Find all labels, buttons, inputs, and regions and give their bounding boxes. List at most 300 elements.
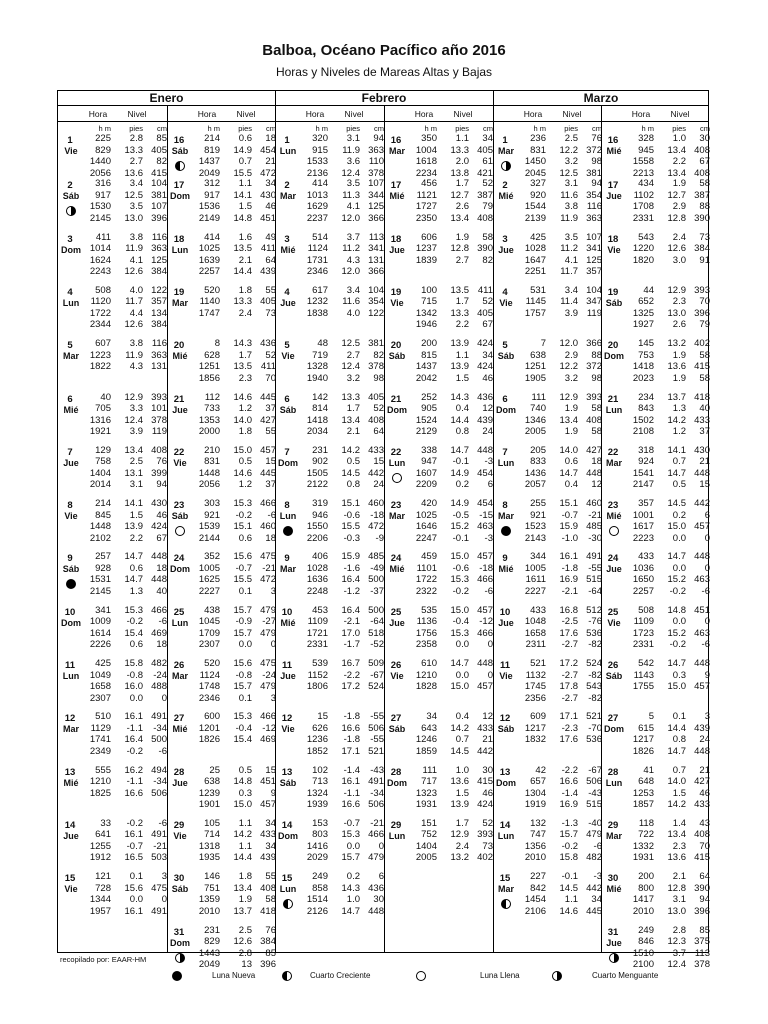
tide-level-cm: 479 [368, 852, 384, 864]
tide-level-cm: 341 [368, 243, 384, 255]
tide-level-feet: -0.5 [452, 509, 469, 521]
tide-level-feet: 11.6 [342, 296, 360, 308]
tide-level-cm: 24 [482, 426, 493, 437]
tide-level-feet: 13.9 [124, 521, 143, 533]
tide-level-cm: 43 [699, 817, 710, 829]
tide-level-cm: 439 [477, 414, 493, 426]
tide-level-cm: 15 [265, 456, 276, 468]
last-quarter-moon-icon [501, 161, 511, 171]
subheader-divider [58, 121, 708, 122]
tide-time: 1304 [524, 787, 546, 799]
tide-level-cm: -6 [158, 745, 167, 757]
tide-level-feet: 1.5 [129, 509, 143, 521]
tide-time: 2257 [632, 585, 654, 597]
day-entry [59, 711, 167, 764]
tide-time: 945 [638, 144, 654, 156]
tide-time: 1723 [632, 627, 654, 639]
tide-level-cm: 439 [694, 722, 710, 734]
day-entry [494, 232, 602, 285]
tide-level-cm: 457 [694, 521, 710, 533]
day-number: 27 [173, 713, 185, 725]
tide-level-cm: 52 [482, 296, 493, 308]
day-number: 20 [390, 340, 402, 352]
tide-time: 1440 [89, 156, 111, 167]
tide-time: 819 [204, 144, 220, 156]
tide-level-feet: 0.0 [238, 639, 252, 651]
tide-time: 236 [530, 133, 546, 144]
tide-time: 25 [209, 764, 220, 776]
day-entry [168, 285, 276, 338]
tide-level-feet: 12.4 [341, 167, 360, 179]
tide-level-feet: 13.6 [667, 361, 686, 373]
day-entry [59, 392, 167, 445]
hora-header: Hora [197, 109, 217, 119]
tide-level-cm: 58 [482, 231, 493, 243]
tide-level-feet: 13.6 [124, 167, 143, 179]
tide-time: 2010 [524, 852, 546, 864]
tide-level-feet: 15.3 [233, 711, 252, 723]
tide-level-feet: 3.1 [346, 133, 360, 144]
tide-level-cm: -21 [370, 817, 384, 829]
nivel-header: Nivel [344, 109, 364, 119]
tide-level-cm: 518 [368, 627, 384, 639]
tide-time: 829 [95, 144, 111, 156]
tide-time: 2331 [632, 212, 654, 224]
page-subtitle: Horas y Niveles de Mareas Altas y Bajas [275, 65, 493, 79]
tide-level-feet: 13.3 [450, 307, 469, 319]
tide-time: 2226 [89, 639, 111, 651]
tide-level-cm: 6 [704, 509, 710, 521]
tide-time: 1927 [632, 319, 654, 331]
day-number: 14 [281, 819, 293, 831]
tide-time: 833 [530, 456, 546, 468]
day-weekday: Mar [497, 511, 514, 522]
new-moon-icon [501, 526, 511, 536]
tide-time: 752 [421, 829, 437, 841]
tide-level-cm: 448 [586, 467, 602, 479]
tide-level-cm: 107 [586, 231, 602, 243]
tide-level-cm: 509 [368, 658, 384, 669]
tide-time: 344 [530, 551, 546, 563]
day-weekday: Dom [387, 404, 407, 415]
tide-time: 1530 [89, 201, 111, 213]
tide-level-feet: 1.1 [455, 133, 469, 144]
tide-level-cm: 463 [694, 627, 710, 639]
tide-level-feet: 0.0 [672, 532, 686, 544]
tide-time: 2102 [89, 532, 111, 544]
tide-level-cm: 488 [151, 681, 167, 692]
tide-time: 831 [530, 144, 546, 156]
tide-level-cm: 55 [265, 871, 276, 883]
tide-level-cm: 408 [260, 882, 276, 894]
tide-time: 1650 [632, 574, 654, 586]
tide-level-feet: 1.6 [238, 231, 252, 243]
nivel-header: Nivel [670, 109, 690, 119]
tide-time: 1236 [306, 734, 328, 746]
tide-level-cm: 3 [270, 585, 276, 597]
tide-time: 508 [638, 604, 654, 616]
tide-level-cm: 64 [373, 426, 384, 437]
tide-level-feet: 3.9 [564, 307, 578, 319]
tide-level-feet: 14.7 [559, 467, 578, 479]
tide-time: 1152 [307, 669, 328, 681]
tide-level-feet: 15.5 [233, 574, 252, 586]
tide-time: 733 [204, 403, 220, 414]
tide-time: 1658 [524, 627, 546, 639]
tide-level-cm: 24 [699, 734, 710, 746]
tide-time: 2307 [198, 639, 220, 651]
tide-level-feet: 2.5 [238, 924, 252, 936]
units-label: h m [98, 124, 111, 133]
tide-level-feet: 0.1 [238, 585, 252, 597]
tide-level-cm: 0 [704, 616, 710, 628]
tide-level-cm: 37 [265, 403, 276, 414]
tide-level-feet: 1.5 [672, 787, 686, 799]
tide-time: 1359 [198, 894, 220, 906]
tide-level-cm: 347 [586, 296, 602, 308]
tide-level-cm: 536 [586, 627, 602, 639]
tide-time: 2136 [306, 167, 328, 179]
day-entry [602, 871, 710, 924]
day-weekday: Vie [499, 297, 513, 308]
tide-time: 719 [312, 349, 328, 361]
day-number: 27 [607, 713, 619, 725]
tide-level-feet: 12.9 [667, 284, 686, 296]
tide-level-feet: 12.4 [124, 414, 143, 426]
tide-level-feet: 1.5 [455, 372, 469, 384]
month-header-marzo: Marzo [583, 91, 619, 105]
tide-level-feet: 13 [241, 959, 252, 970]
day-weekday: Vie [499, 671, 513, 681]
tide-time: 1826 [632, 745, 654, 757]
tide-time: 535 [421, 604, 437, 616]
hora-header: Hora [414, 109, 434, 119]
day-number: 3 [67, 233, 73, 245]
tide-level-cm: 500 [368, 574, 384, 586]
tide-time: 1316 [89, 414, 111, 426]
day-entry [602, 232, 710, 285]
units-label: cm [592, 124, 602, 133]
day-entry [276, 338, 384, 391]
tide-level-feet: 17.0 [341, 627, 360, 639]
day-entry [602, 551, 710, 604]
day-entry [602, 765, 710, 818]
tide-time: 1921 [89, 426, 111, 437]
tide-time: 921 [204, 509, 220, 521]
tide-level-cm: 12 [591, 479, 602, 491]
tide-time: 151 [421, 817, 437, 829]
tide-time: 1323 [415, 787, 437, 799]
tide-level-cm: -27 [262, 616, 276, 628]
day-entry [276, 658, 384, 711]
tide-level-cm: 82 [156, 156, 167, 167]
tide-level-feet: 3.5 [346, 178, 360, 190]
tide-time: 539 [312, 658, 328, 669]
tide-level-feet: 13.8 [450, 167, 469, 179]
tide-time: 2331 [306, 639, 328, 651]
day-weekday: Jue [606, 191, 622, 202]
tide-level-cm: 94 [591, 178, 602, 190]
tide-level-feet: 0.6 [564, 456, 578, 468]
day-weekday: Sáb [388, 724, 406, 735]
tide-level-feet: 11.9 [125, 349, 143, 361]
tide-time: 858 [312, 882, 328, 894]
day-number: 17 [607, 180, 619, 192]
tide-time: 40 [100, 391, 111, 403]
tide-level-feet: -0.9 [235, 616, 252, 628]
day-weekday: Mié [63, 777, 79, 788]
tide-time: 2056 [89, 167, 111, 179]
tide-time: 111 [422, 764, 437, 776]
tide-time: 225 [95, 133, 111, 144]
tide-level-feet: 13.4 [450, 212, 469, 224]
tide-level-cm: 70 [265, 372, 276, 384]
day-weekday: Sáb [279, 404, 297, 415]
day-weekday: Jue [389, 617, 405, 628]
day-weekday: Jue [172, 404, 188, 415]
tide-level-feet: 2.5 [129, 456, 143, 468]
tide-level-cm: 101 [151, 403, 167, 414]
tide-time: 2129 [415, 426, 437, 437]
day-entry [494, 285, 602, 338]
tide-time: 1931 [632, 852, 654, 864]
tide-level-cm: 58 [699, 178, 710, 190]
tide-level-feet: 3.5 [129, 201, 143, 213]
tide-level-feet: 1.9 [672, 178, 686, 190]
tide-time: 433 [530, 604, 546, 616]
tide-level-feet: -1.7 [343, 639, 360, 651]
tide-level-feet: -0.2 [126, 817, 143, 829]
day-entry [168, 338, 276, 391]
day-number: 18 [390, 233, 402, 245]
tide-time: 357 [638, 498, 654, 510]
day-weekday: Lun [62, 297, 80, 308]
day-number: 23 [390, 500, 402, 512]
day-number: 10 [64, 606, 76, 618]
tide-level-feet: 14.7 [124, 551, 143, 563]
tide-level-cm: -12 [262, 722, 276, 734]
tide-level-cm: 73 [482, 840, 493, 852]
tide-level-cm: 491 [586, 551, 602, 563]
tide-level-cm: 442 [694, 498, 710, 510]
tide-level-feet: 0.7 [238, 156, 252, 167]
tide-level-cm: 378 [368, 361, 384, 373]
tide-level-feet: 2.1 [238, 254, 252, 266]
first-quarter-moon-icon [282, 971, 292, 981]
tide-level-feet: 14.6 [559, 905, 578, 917]
tide-time: 815 [421, 349, 437, 361]
tide-level-cm: 82 [373, 349, 384, 361]
day-weekday: Sáb [62, 191, 80, 202]
tide-time: 2213 [632, 167, 654, 179]
tide-level-cm: 91 [699, 254, 710, 266]
tide-time: 1318 [198, 840, 220, 852]
tide-time: 438 [204, 604, 220, 616]
tide-level-cm: 46 [482, 372, 493, 384]
tide-level-cm: -82 [588, 639, 602, 651]
day-entry [59, 765, 167, 818]
day-weekday: Sáb [171, 511, 189, 522]
day-weekday: Dom [604, 724, 624, 735]
tide-level-feet: -1.4 [561, 787, 578, 799]
tide-level-cm: 466 [368, 829, 384, 841]
day-weekday: Jue [63, 830, 79, 841]
tide-level-cm: -6 [484, 585, 493, 597]
tide-level-feet: -0.6 [452, 562, 469, 574]
tide-level-feet: 13.4 [559, 414, 578, 426]
day-weekday: Lun [388, 830, 406, 841]
tide-level-cm: 67 [156, 532, 167, 544]
tide-time: 132 [530, 817, 546, 829]
tide-time: 600 [204, 711, 220, 723]
tide-level-feet: 0.8 [672, 734, 686, 746]
tide-level-cm: -34 [153, 776, 167, 788]
tide-level-cm: 415 [694, 852, 710, 864]
tide-level-feet: 13.4 [667, 829, 686, 841]
day-entry [494, 871, 602, 924]
tide-level-cm: -6 [701, 639, 710, 651]
day-entry [602, 392, 710, 445]
tide-level-feet: 14.4 [667, 722, 686, 734]
tide-time: 917 [204, 189, 220, 201]
tide-time: 1625 [198, 574, 220, 586]
tide-level-cm: -70 [588, 722, 602, 734]
tide-level-feet: 12.8 [450, 243, 469, 255]
tide-level-feet: 1.0 [346, 894, 360, 906]
tide-time: 1859 [415, 745, 437, 757]
units-label: h m [641, 124, 654, 133]
day-number: 5 [502, 340, 508, 352]
tide-level-cm: 427 [260, 414, 276, 426]
tide-level-cm: 436 [477, 391, 493, 403]
day-entry [59, 498, 167, 551]
tide-level-cm: -30 [588, 532, 602, 544]
tide-level-cm: 405 [477, 144, 493, 156]
tide-time: 2100 [632, 959, 654, 970]
tide-time: 705 [95, 403, 111, 414]
tide-time: 453 [312, 604, 328, 616]
tide-time: 102 [312, 764, 328, 776]
day-weekday: Sáb [62, 564, 80, 575]
tide-level-cm: 466 [477, 574, 493, 586]
tide-level-cm: -49 [370, 562, 384, 574]
tide-level-cm: 387 [694, 189, 710, 201]
tide-level-feet: 14.7 [450, 444, 469, 456]
tide-level-feet: 13.0 [124, 212, 143, 224]
tide-level-cm: 107 [368, 178, 384, 190]
tide-time: 617 [312, 284, 328, 296]
tide-level-feet: 14.0 [559, 444, 578, 456]
tide-level-feet: 16.6 [559, 776, 578, 788]
tide-level-cm: -6 [158, 616, 167, 628]
tide-level-cm: 460 [586, 498, 602, 510]
tide-level-cm: 436 [368, 882, 384, 894]
day-weekday: Dom [170, 564, 190, 575]
tide-level-cm: 543 [586, 681, 602, 692]
tide-level-cm: 372 [586, 361, 602, 373]
tide-level-cm: 0 [487, 669, 493, 681]
tide-time: 1514 [306, 894, 328, 906]
tide-level-cm: 76 [156, 456, 167, 468]
tide-level-cm: 34 [591, 894, 602, 906]
tide-level-feet: 3.3 [129, 403, 143, 414]
tide-time: 2108 [632, 426, 654, 437]
day-weekday: Mar [171, 297, 188, 308]
tide-time: 1220 [632, 243, 654, 255]
tide-time: 1342 [415, 307, 437, 319]
day-number: 12 [499, 713, 511, 725]
day-weekday: Mié [606, 146, 622, 156]
day-entry [385, 551, 493, 604]
day-weekday: Lun [279, 511, 297, 522]
tide-level-feet: 1.1 [238, 817, 252, 829]
tide-level-feet: 13.3 [450, 144, 469, 156]
tide-level-feet: -1.1 [126, 776, 143, 788]
tide-time: 920 [530, 189, 546, 201]
tide-time: 831 [204, 456, 220, 468]
tide-time: 1826 [198, 734, 220, 746]
tide-level-cm: -52 [370, 639, 384, 651]
tide-level-cm: 405 [260, 296, 276, 308]
tide-level-feet: 15.7 [233, 681, 252, 692]
tide-time: 318 [638, 444, 654, 456]
tide-level-cm: 411 [260, 361, 276, 373]
tide-time: 1049 [89, 669, 111, 681]
tide-level-cm: 0 [704, 532, 710, 544]
tide-time: 1931 [415, 799, 437, 811]
day-number: 22 [607, 446, 619, 458]
day-number: 16 [390, 135, 402, 146]
tide-level-cm: -43 [588, 787, 602, 799]
tide-level-feet: 12.8 [667, 882, 686, 894]
tide-level-feet: 16.9 [559, 799, 578, 811]
tide-level-feet: 11.7 [125, 296, 143, 308]
tide-level-cm: 448 [694, 658, 710, 669]
tide-level-cm: 46 [265, 201, 276, 213]
tide-level-feet: 1.7 [346, 403, 360, 414]
tide-level-feet: -0.7 [126, 840, 143, 852]
tide-level-feet: 4.3 [129, 361, 143, 373]
tide-level-feet: 17.2 [341, 681, 360, 692]
tide-level-feet: 11.9 [560, 212, 578, 224]
day-weekday: Sáb [279, 777, 297, 788]
tide-level-feet: -0.2 [669, 585, 686, 597]
tide-level-feet: 14.7 [341, 905, 360, 917]
tide-level-cm: 55 [265, 426, 276, 437]
day-number: 17 [173, 180, 185, 192]
tide-level-feet: 3.5 [564, 231, 578, 243]
tide-level-cm: 18 [265, 133, 276, 144]
tide-level-cm: 70 [699, 840, 710, 852]
day-weekday: Mié [389, 191, 405, 202]
tide-level-cm: 94 [699, 894, 710, 906]
tide-time: 2248 [306, 585, 328, 597]
tide-level-feet: 1.3 [672, 403, 686, 414]
tide-level-feet: 15.3 [450, 574, 469, 586]
tide-level-cm: 448 [151, 574, 167, 586]
day-entry [494, 711, 602, 764]
tide-time: 456 [421, 178, 437, 190]
day-entry [385, 498, 493, 551]
tide-time: 411 [95, 231, 111, 243]
tide-level-feet: -2.3 [561, 722, 578, 734]
day-entry [168, 392, 276, 445]
day-weekday: Lun [171, 244, 189, 255]
day-weekday: Sáb [605, 671, 623, 681]
tide-level-feet: 12.6 [124, 266, 143, 278]
tide-level-cm: 122 [151, 284, 167, 296]
tide-level-feet: -2.2 [561, 764, 578, 776]
